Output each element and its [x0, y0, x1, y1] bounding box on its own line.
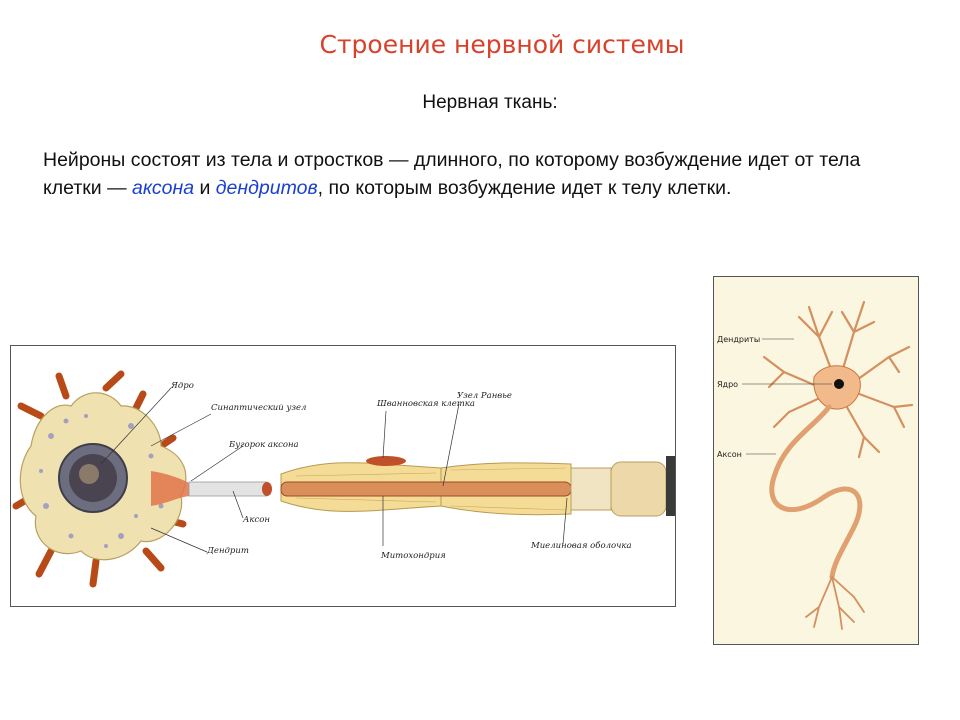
label-ranvier-node: Узел Ранвье	[457, 391, 512, 401]
paragraph-text-3: , по которым возбуждение идет к телу клетки.	[317, 177, 732, 199]
label-synaptic-node: Синаптический узел	[211, 403, 307, 413]
neuron-diagram-drawing	[714, 277, 919, 645]
paragraph-text-2: и	[194, 177, 216, 199]
slide-subtitle: Нервная ткань:	[422, 92, 558, 113]
label-axon-right: Аксон	[717, 450, 742, 459]
label-dendrite: Дендрит	[207, 546, 249, 556]
slide-title: Строение нервной системы	[319, 30, 685, 59]
label-nucleus-right: Ядро	[717, 380, 739, 389]
label-mitochondria: Митохондрия	[381, 551, 446, 561]
label-axon-hillock: Бугорок аксона	[229, 440, 299, 450]
term-dendrites: дендритов	[215, 177, 318, 199]
myelinated-axon	[281, 456, 676, 516]
neuron-diagram-figure	[713, 276, 919, 645]
neuron-structure-figure	[10, 345, 676, 607]
label-schwann-cell: Шванновская клетка	[377, 399, 475, 409]
paragraph-text-1: Нейроны состоят из тела и отростков — длинного, по которому возбуждение идет от тела клетки —	[43, 149, 861, 199]
neuron-structure-drawing	[11, 346, 676, 607]
axon-terminals	[806, 577, 864, 629]
label-myelin-sheath: Миелиновая оболочка	[531, 541, 632, 551]
nucleus-dot	[834, 379, 844, 389]
label-dendrites: Дендриты	[717, 335, 761, 344]
label-nucleus: Ядро	[171, 381, 194, 391]
description-paragraph	[43, 146, 913, 202]
term-axon: аксона	[132, 177, 195, 199]
label-axon: Аксон	[243, 515, 270, 525]
axon-path	[772, 407, 860, 577]
axon-initial-segment	[189, 482, 267, 496]
